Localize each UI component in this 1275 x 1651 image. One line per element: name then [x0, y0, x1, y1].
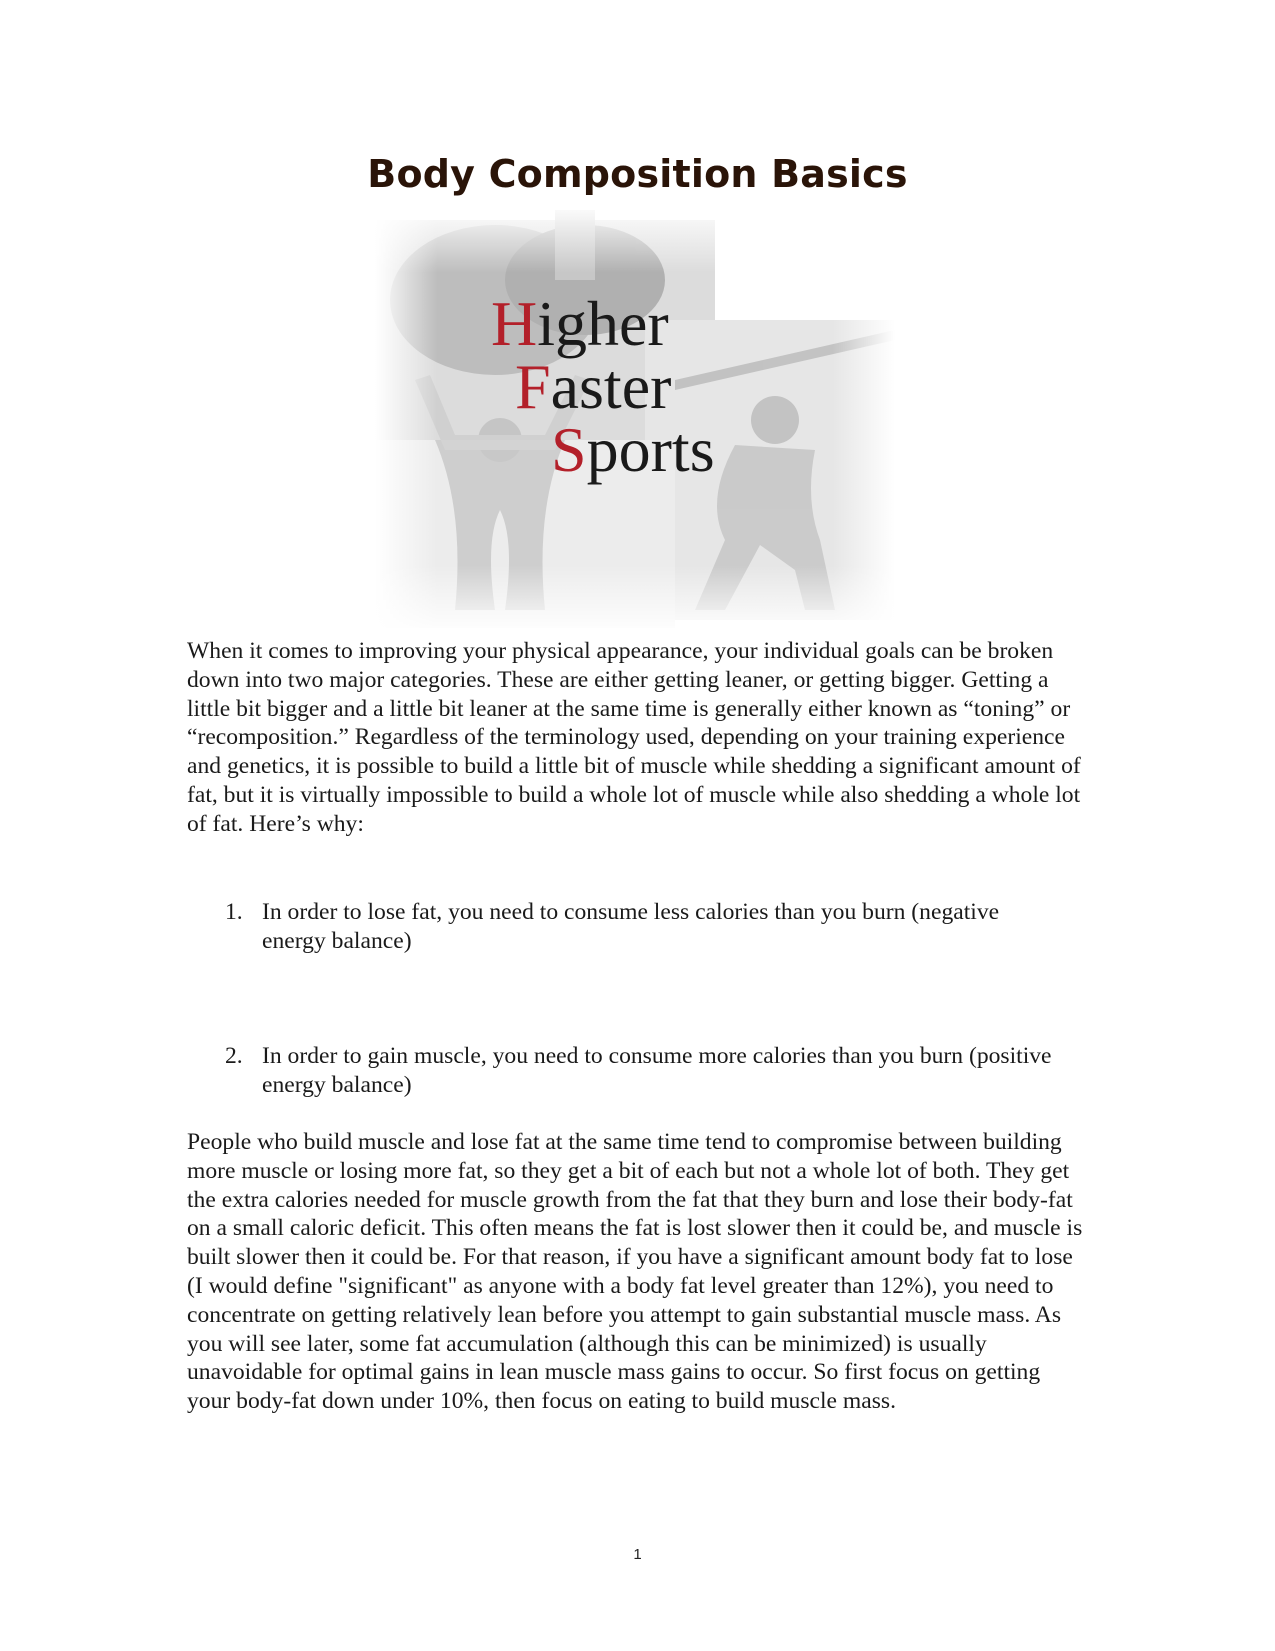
list-number: 2.	[225, 1043, 243, 1069]
body-paragraph: People who build muscle and lose fat at the same time tend to compromise between building more muscle or losing more fat, so they get a bit of each but not a whole lot of both. They get the extra calories needed for muscle growth from the fat that they burn and lose their body-fat on a small caloric deficit. This often means the fat is lost slower then it could be, and muscle is built slower then it could be. For that reason, if you have a significant amount body fat to lose (I would define "significant" as anyone with a body fat level greater than 12%), you need to concentrate on getting relatively lean before you attempt to gain substantial muscle mass. As you will see later, some fat accumulation (although this can be minimized) is usually unavoidable for optimal gains in lean muscle mass gains to occur. So first focus on getting your body-fat down under 10%, then focus on eating to build muscle mass.	[187, 1129, 1083, 1415]
logo-word-sports: Sports	[551, 414, 715, 485]
list-text: In order to lose fat, you need to consume less calories than you burn (negative energy balance)	[262, 899, 1000, 954]
list-text: In order to gain muscle, you need to consume more calories than you burn (positive energy balance)	[262, 1043, 1052, 1098]
list-number: 1.	[225, 899, 243, 925]
logo-word-faster: Faster	[515, 351, 672, 422]
intro-paragraph: When it comes to improving your physical appearance, your individual goals can be broken down into two major categories. These are either getting leaner, or getting bigger. Getting a little bit bigger and a little bit leaner at the same time is generally either known as “toning” or “recomposition.” Regardless of the terminology used, depending on your training experience and genetics, it is possible to build a little bit of muscle while shedding a significant amount of fat, but it is virtually impossible to build a whole lot of muscle while also shedding a whole lot of fat. Here’s why:	[187, 638, 1081, 837]
logo-word-higher: Higher	[491, 288, 669, 359]
hfs-logo	[375, 210, 895, 628]
page-number: 1	[633, 1546, 642, 1563]
page-title: Body Composition Basics	[367, 152, 908, 196]
